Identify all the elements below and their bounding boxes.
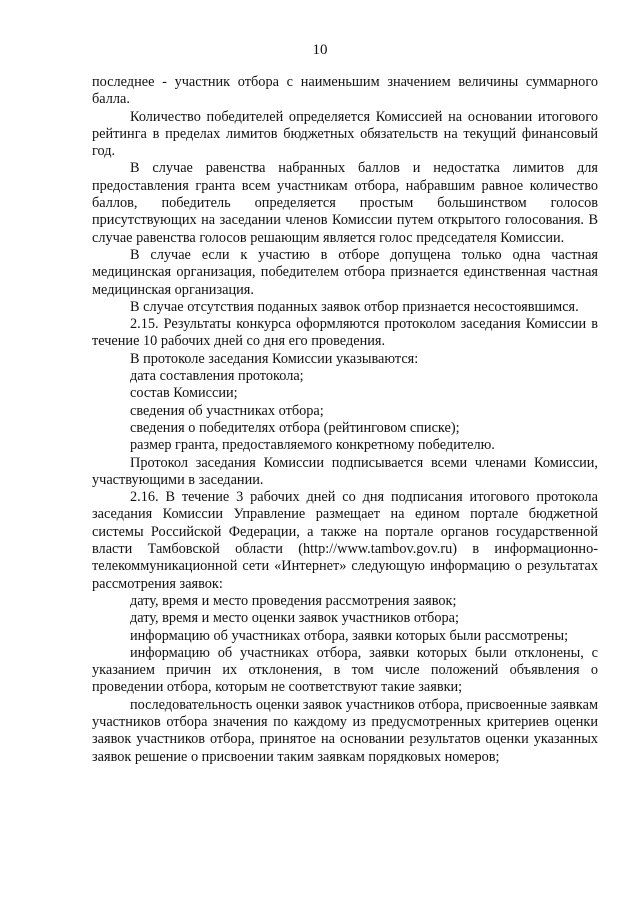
paragraph: информацию об участниках отбора, заявки которых были отклонены, с указанием причин их отклонения, в том числе положений объявления о проведении отбора, которым не соответствуют такие заявки; <box>92 644 598 696</box>
paragraph: дата составления протокола; <box>130 368 304 385</box>
paragraph: дату, время и место проведения рассмотрения заявок; <box>130 592 457 609</box>
paragraph: В случае если к участию в отборе допущена только одна частная медицинская организация, победителем отбора признается единственная частная медицинская организация. <box>92 246 598 298</box>
paragraph: В протоколе заседания Комиссии указываются: <box>130 350 419 367</box>
paragraph: Протокол заседания Комиссии подписывается всеми членами Комиссии, участвующими в заседании. <box>92 454 598 488</box>
page-number: 10 <box>312 42 328 58</box>
paragraph: размер гранта, предоставляемого конкретному победителю. <box>130 437 495 454</box>
paragraph: последнее - участник отбора с наименьшим значением величины суммарного балла. <box>92 74 598 108</box>
paragraph: В случае равенства набранных баллов и недостатка лимитов для предоставления гранта всем участникам отбора, набравшим равное количество баллов, победитель определяется простым большинством голосов присутствующих на заседании членов Комиссии путем открытого голосования. В случае равенства голосов решающим является голос председателя Комиссии. <box>92 160 598 246</box>
document-body <box>92 74 598 766</box>
paragraph: состав Комиссии; <box>130 385 238 402</box>
paragraph: 2.15. Результаты конкурса оформляются протоколом заседания Комиссии в течение 10 рабочих дней со дня его проведения. <box>92 316 598 350</box>
paragraph: последовательность оценки заявок участников отбора, присвоенные заявкам участников отбора значения по каждому из предусмотренных критериев оценки заявок участников отбора, принятое на основании результатов оценки указанных заявок решение о присвоении таким заявкам порядковых номеров; <box>92 696 598 765</box>
paragraph: 2.16. В течение 3 рабочих дней со дня подписания итогового протокола заседания Комиссии Управление размещает на едином портале бюджетной системы Российской Федерации, а также на портале органов государственной власти Тамбовской области (http://www.tambov.gov.ru) в информационно-телекоммуникационной сети «Интернет» следующую информацию о результатах рассмотрения заявок: <box>92 489 598 592</box>
paragraph: В случае отсутствия поданных заявок отбор признается несостоявшимся. <box>130 298 579 315</box>
paragraph: информацию об участниках отбора, заявки которых были рассмотрены; <box>130 627 569 644</box>
paragraph: Количество победителей определяется Комиссией на основании итогового рейтинга в пределах лимитов бюджетных обязательств на текущий финансовый год. <box>92 108 598 160</box>
paragraph: сведения о победителях отбора (рейтинговом списке); <box>130 419 460 436</box>
paragraph: дату, время и место оценки заявок участников отбора; <box>130 610 459 627</box>
paragraph: сведения об участниках отбора; <box>130 402 324 419</box>
